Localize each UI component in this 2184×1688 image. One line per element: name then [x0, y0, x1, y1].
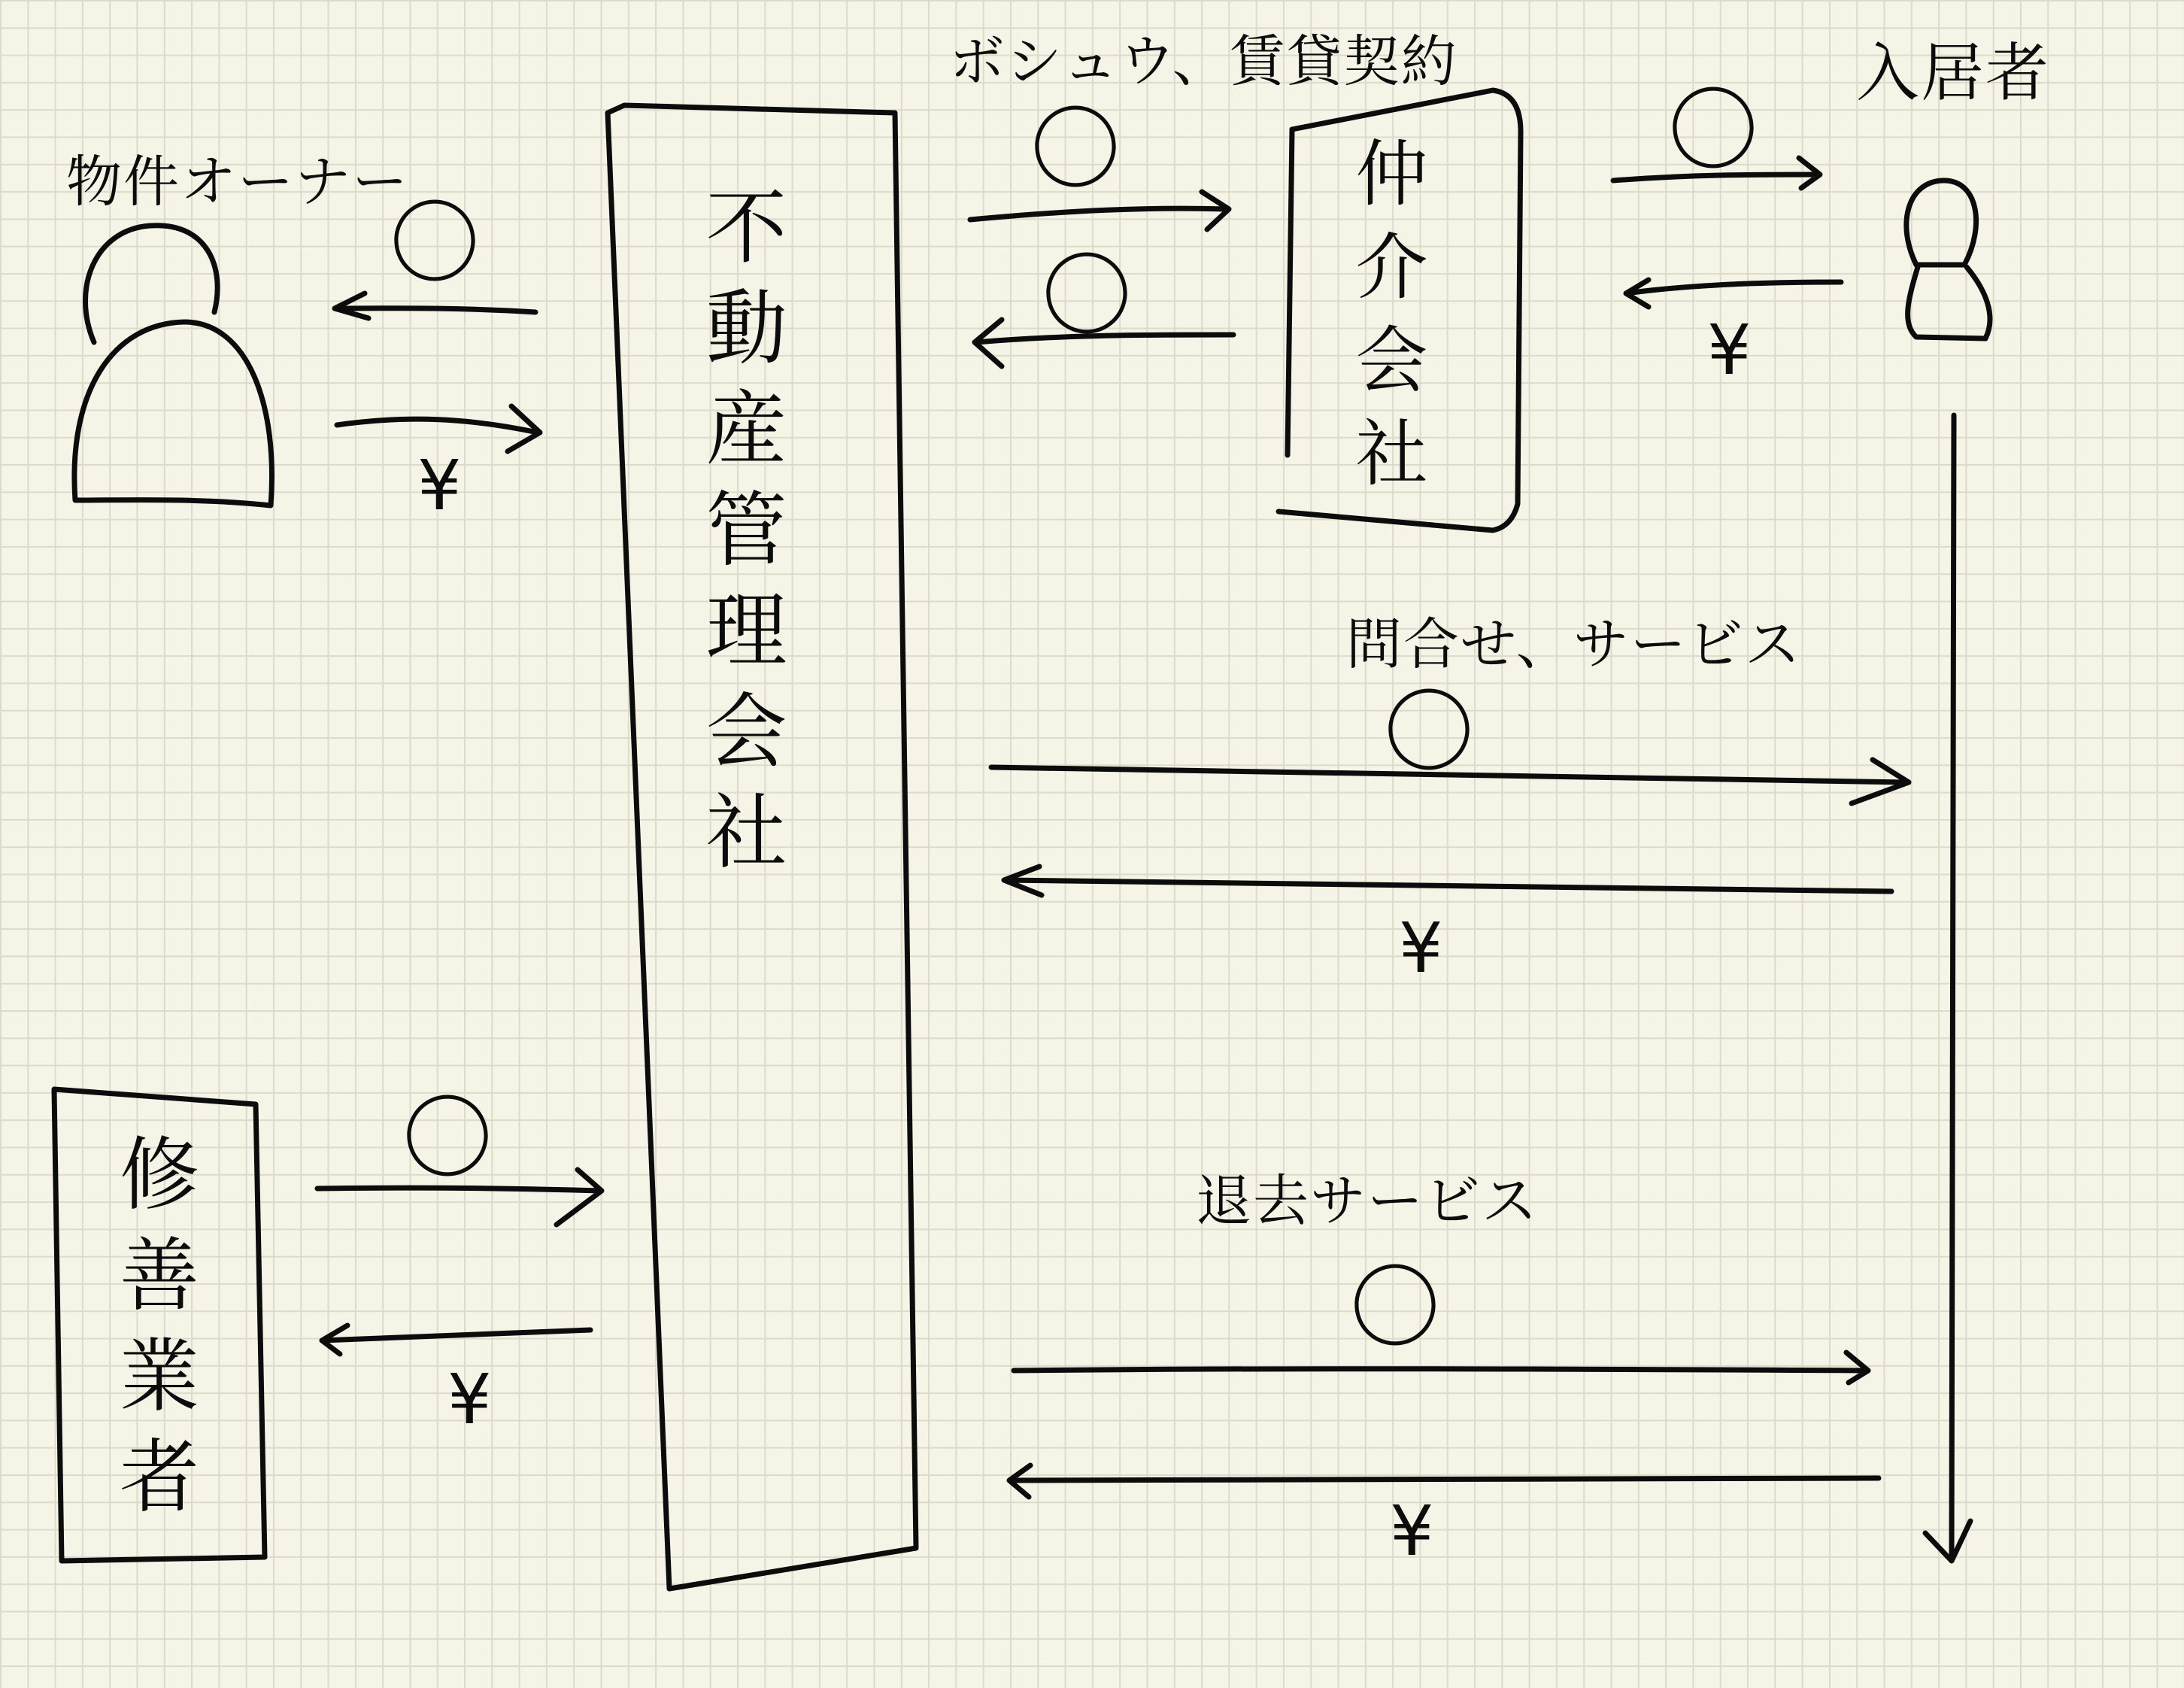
- service-symbol-moveout: 〇: [1350, 1256, 1440, 1361]
- service-symbol-repair: 〇: [402, 1087, 493, 1192]
- arrow-resident-to-broker: [1626, 280, 1841, 307]
- repair-contractor-label: 修善業者: [107, 1132, 199, 1535]
- resident-label: 入居者: [1856, 36, 2051, 110]
- service-symbol-inquiry: 〇: [1384, 681, 1474, 785]
- service-symbol-broker-out: 〇: [1030, 98, 1121, 202]
- broker-company-inner-line: [1288, 129, 1292, 455]
- yen-symbol-owner: ¥: [417, 445, 462, 526]
- arrow-moveout-from-resident: [1009, 1465, 1879, 1497]
- service-symbol-owner: 〇: [390, 192, 480, 296]
- arrow-management-to-repair: [322, 1325, 590, 1354]
- service-symbol-resident: 〇: [1668, 79, 1758, 184]
- yen-symbol-resident: ¥: [1707, 310, 1752, 390]
- arrow-moveout-to-resident: [1014, 1353, 1868, 1383]
- yen-symbol-moveout: ¥: [1390, 1491, 1434, 1571]
- rental-contract-label: ボシュウ、賃貸契約: [949, 29, 1458, 94]
- moveout-service-label: 退去サービス: [1196, 1169, 1539, 1234]
- resident-timeline-arrow: [1925, 415, 1970, 1561]
- arrow-inquiry-from-resident: [1004, 867, 1891, 895]
- yen-symbol-repair: ¥: [447, 1359, 492, 1440]
- resident-figure-head: [1906, 181, 1976, 265]
- arrow-management-to-owner: [335, 293, 535, 318]
- service-symbol-broker-in: 〇: [1042, 244, 1132, 349]
- inquiry-service-label: 問合せ、サービス: [1346, 612, 1802, 677]
- resident-figure-body: [1908, 267, 1990, 339]
- owner-figure-body: [74, 322, 272, 505]
- management-company-label: 不動産管理会社: [692, 184, 786, 890]
- yen-symbol-inquiry: ¥: [1399, 908, 1443, 988]
- arrow-owner-to-management: [337, 406, 540, 451]
- owner-label: 物件オーナー: [66, 150, 409, 214]
- broker-company-label: 仲介会社: [1344, 135, 1428, 509]
